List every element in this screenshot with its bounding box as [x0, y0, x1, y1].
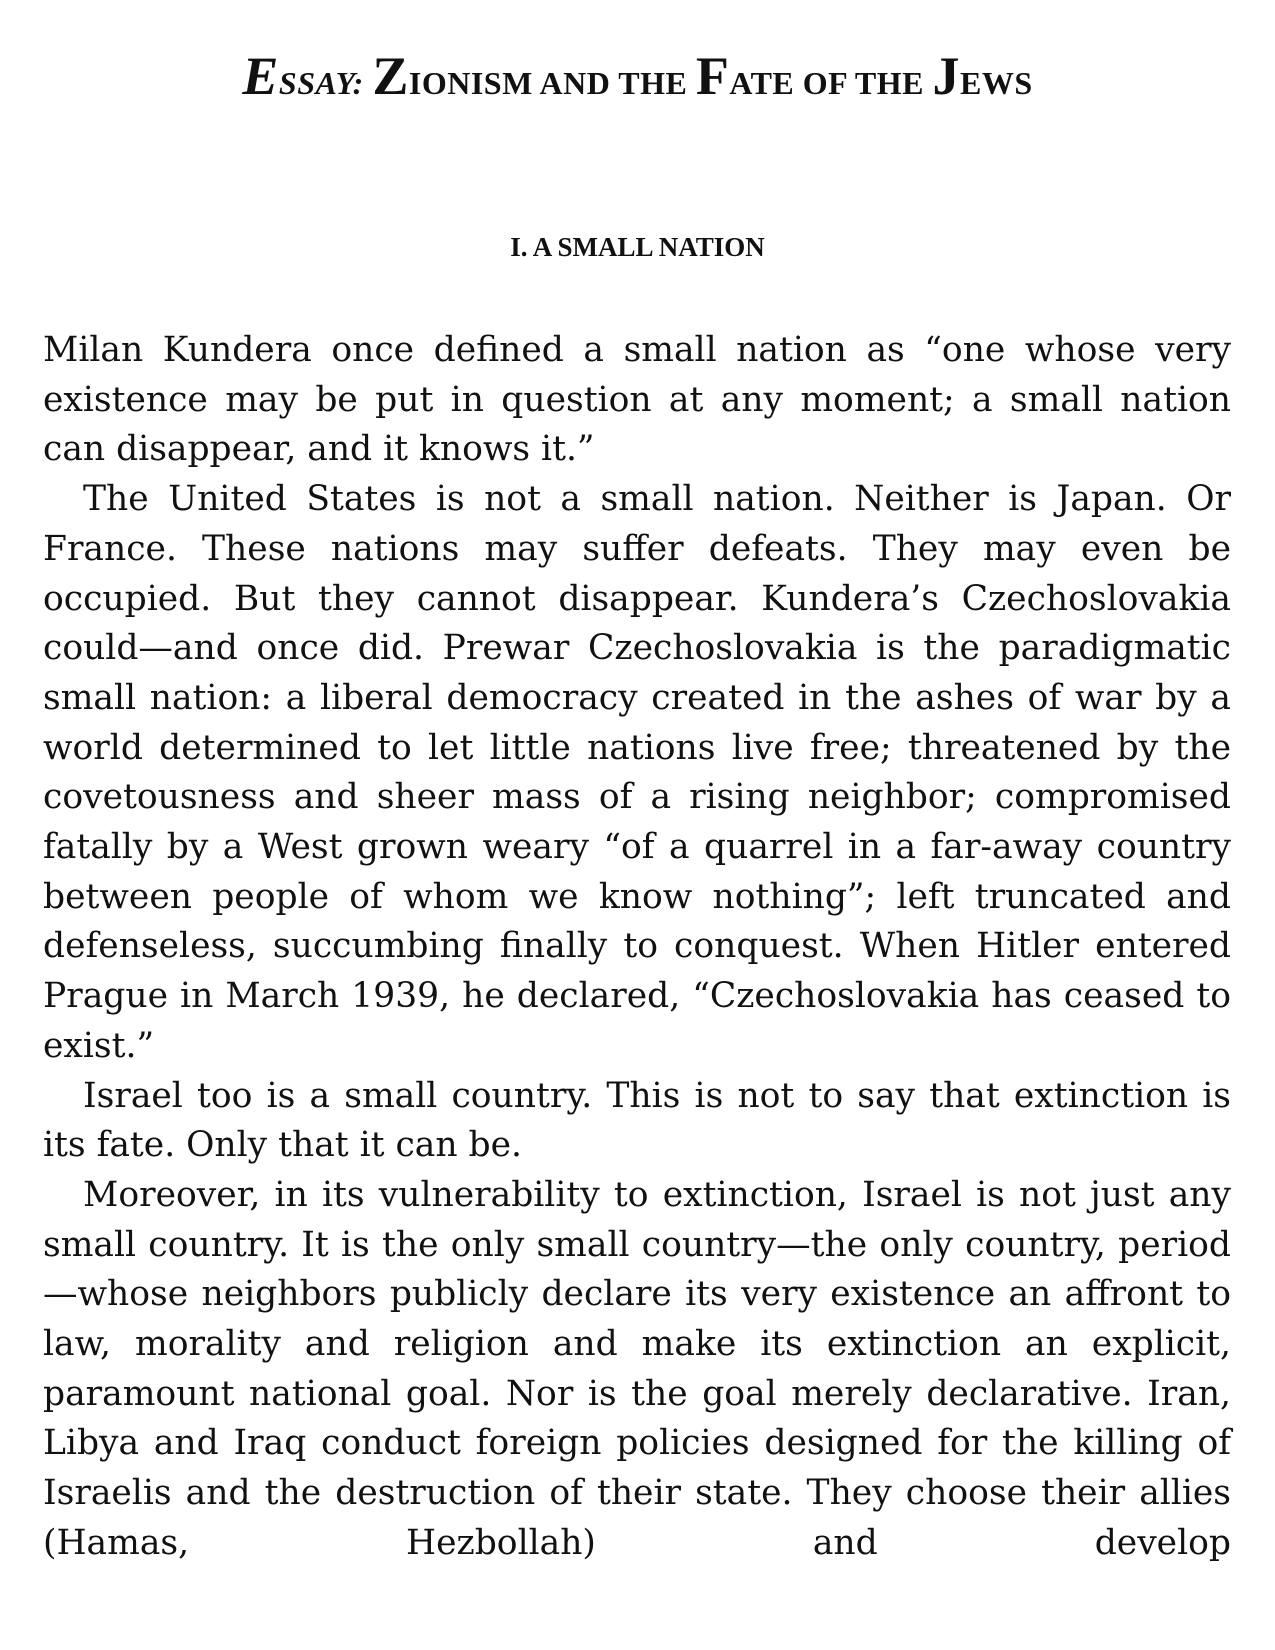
title-word-jews: JEWS	[932, 46, 1033, 106]
paragraph-4: Moreover, in its vulnerability to extinction, Israel is not just any small country. It is the only small country—the only country, period—whose neighbors publicly declare its very existence an affront to law, morality and religion and make its extinction an explicit, paramount national goal. Nor is the goal merely declarative. Iran, Libya and Iraq conduct foreign policies designed for the killing of Israelis and the destruction of their state. They choose their allies (Hamas, Hezbollah) and develop	[43, 1174, 1231, 1563]
body-text	[43, 326, 1231, 1569]
essay-label: ESSAY:	[242, 46, 364, 106]
title-word-fate: FATE OF THE	[695, 46, 924, 106]
paragraph-2: The United States is not a small nation. Neither is Japan. Or France. These nations may suffer defeats. They may even be occupied. But they cannot disappear. Kundera’s Czechoslovakia could—and once did. Prewar Czechoslovakia is the paradigmatic small nation: a liberal democracy created in the ashes of war by a world determined to let little nations live free; threatened by the covetousness and sheer mass of a rising neighbor; compromised fatally by a West grown weary “of a quarrel in a far-away country between people of whom we know nothing”; left truncated and defenseless, succumbing finally to conquest. When Hitler entered Prague in March 1939, he declared, “Czechoslovakia has ceased to exist.”	[43, 479, 1231, 1066]
paragraph-3: Israel too is a small country. This is not to say that extinction is its fate. Only that it can be.	[43, 1075, 1231, 1166]
section-heading: I. A SMALL NATION	[510, 232, 765, 262]
paragraph-1: Milan Kundera once defined a small nation as “one whose very existence may be put in question at any moment; a small nation can disappear, and it knows it.”	[43, 330, 1231, 470]
title-word-zionism: ZIONISM AND THE	[372, 46, 688, 106]
essay-title	[0, 48, 1275, 111]
